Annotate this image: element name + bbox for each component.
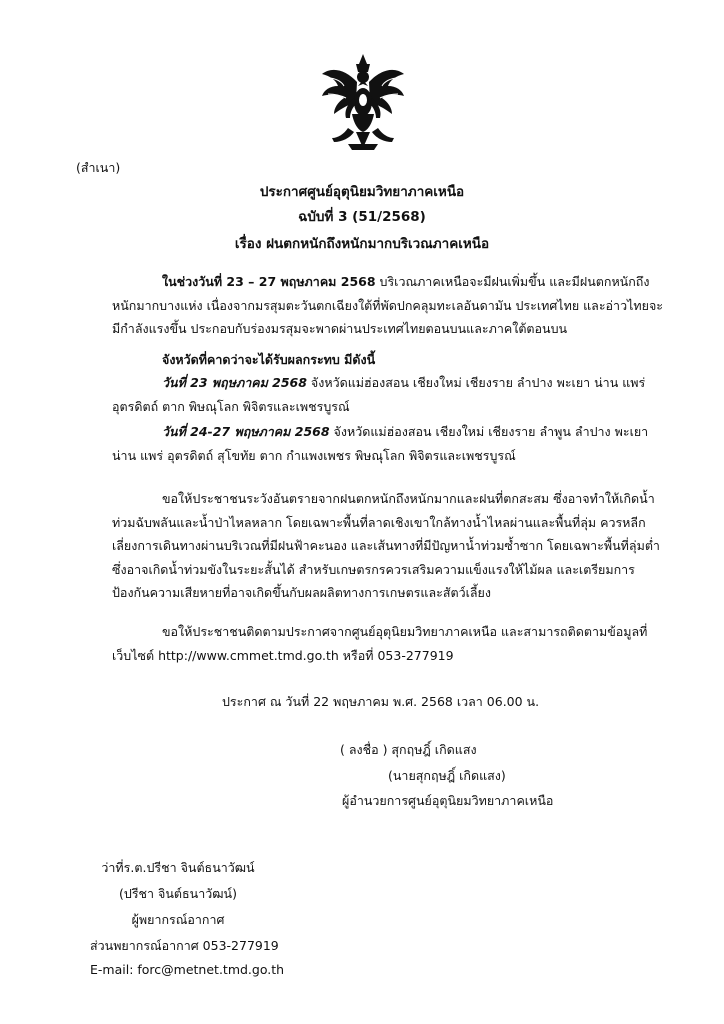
announcement-date: ประกาศ ณ วันที่ 22 พฤษภาคม พ.ศ. 2568 เวลา 06.00 น. — [222, 694, 540, 709]
day2-paragraph — [112, 420, 664, 467]
officer-rank-name: ว่าที่ร.ต.ปรีชา จินต์ธนาวัฒน์ — [101, 860, 255, 875]
officer-name: (ปรีชา จินต์ธนาวัฒน์) — [119, 886, 237, 901]
officer-title: ผู้พยากรณ์อากาศ — [131, 912, 225, 927]
day1-text: จังหวัดแม่ฮ่องสอน เชียงใหม่ เชียงราย ลำปาง พะเยา น่าน แพร่ อุตรดิตถ์ ตาก พิษณุโลก พิจิตรและเพชรบูรณ์ — [112, 375, 646, 414]
page-title: ประกาศศูนย์อุตุนิยมวิทยาภาคเหนือ — [259, 184, 465, 200]
intro-paragraph — [112, 270, 664, 341]
signatory-name: (นายสุกฤษฎิ์ เกิดแสง) — [388, 768, 506, 783]
subject-line: เรื่อง ฝนตกหนักถึงหนักมากบริเวณภาคเหนือ — [234, 236, 490, 252]
garuda-emblem-icon — [318, 52, 408, 152]
follow-text: ขอให้ประชาชนติดตามประกาศจากศูนย์อุตุนิยมวิทยาภาคเหนือ และสามารถติดตามข้อมูลที่เว็บไซต์ http://www.cmmet.tmd.go.th หรือที่ 053-277919 — [112, 624, 648, 663]
warning-text: ขอให้ประชาชนระวังอันตรายจากฝนตกหนักถึงหนักมากและฝนที่ตกสะสม ซึ่งอาจทำให้เกิดน้ำท่วมฉับพลันและน้ำป่าไหลหลาก โดยเฉพาะพื้นที่ลาดเชิงเขาใกล้ทางน้ำไหลผ่านและพื้นที่ลุ่ม ควรหลีกเลี่ยงการเดินทางผ่านบริเวณที่มีฝนฟ้าคะนอง และเส้นทางที่มีปัญหาน้ำท่วมซ้ำซาก โดยเฉพาะพื้นที่ลุ่มต่ำ ซึ่งอาจเกิดน้ำท่วมขังในระยะสั้นได้ สำหรับเกษตรกรควรเสริมความแข็งแรงให้ไม้ผล และเตรียมการป้องกันความเสียหายที่อาจเกิดขึ้นกับผลผลิตทางการเกษตรและสัตว์เลี้ยง — [112, 491, 660, 600]
provinces-heading: จังหวัดที่คาดว่าจะได้รับผลกระทบ มีดังนี้ — [162, 352, 376, 367]
warning-paragraph — [112, 487, 664, 605]
signature-line: ( ลงชื่อ ) สุกฤษฎิ์ เกิดแสง — [340, 742, 477, 757]
day2-text: จังหวัดแม่ฮ่องสอน เชียงใหม่ เชียงราย ลำพูน ลำปาง พะเยา น่าน แพร่ อุตรดิตถ์ สุโขทัย ตาก กำแพงเพชร พิษณุโลก พิจิตรและเพชรบูรณ์ — [112, 424, 649, 463]
follow-paragraph — [112, 620, 664, 667]
intro-lead: ในช่วงวันที่ 23 – 27 พฤษภาคม 2568 — [162, 274, 376, 289]
contact-email: E-mail: forc@metnet.tmd.go.th — [90, 962, 285, 977]
day1-label: วันที่ 23 พฤษภาคม 2568 — [162, 375, 307, 390]
day1-paragraph — [112, 371, 664, 418]
issue-number: ฉบับที่ 3 (51/2568) — [298, 209, 426, 225]
copy-mark: (สำเนา) — [76, 160, 121, 175]
division-phone: ส่วนพยากรณ์อากาศ 053-277919 — [90, 938, 279, 953]
provinces-heading-row — [112, 348, 664, 372]
signatory-position: ผู้อำนวยการศูนย์อุตุนิยมวิทยาภาคเหนือ — [342, 793, 554, 808]
intro-text: บริเวณภาคเหนือจะมีฝนเพิ่มขึ้น และมีฝนตกหนักถึงหนักมากบางแห่ง เนื่องจากมรสุมตะวันตกเฉียงใต้ที่พัดปกคลุมทะเลอันดามัน ประเทศไทย และอ่าวไทยจะมีกำลังแรงขึ้น ประกอบกับร่องมรสุมจะพาดผ่านประเทศไทยตอนบนและภาคใต้ตอนบน — [112, 274, 663, 336]
day2-label: วันที่ 24-27 พฤษภาคม 2568 — [162, 424, 330, 439]
